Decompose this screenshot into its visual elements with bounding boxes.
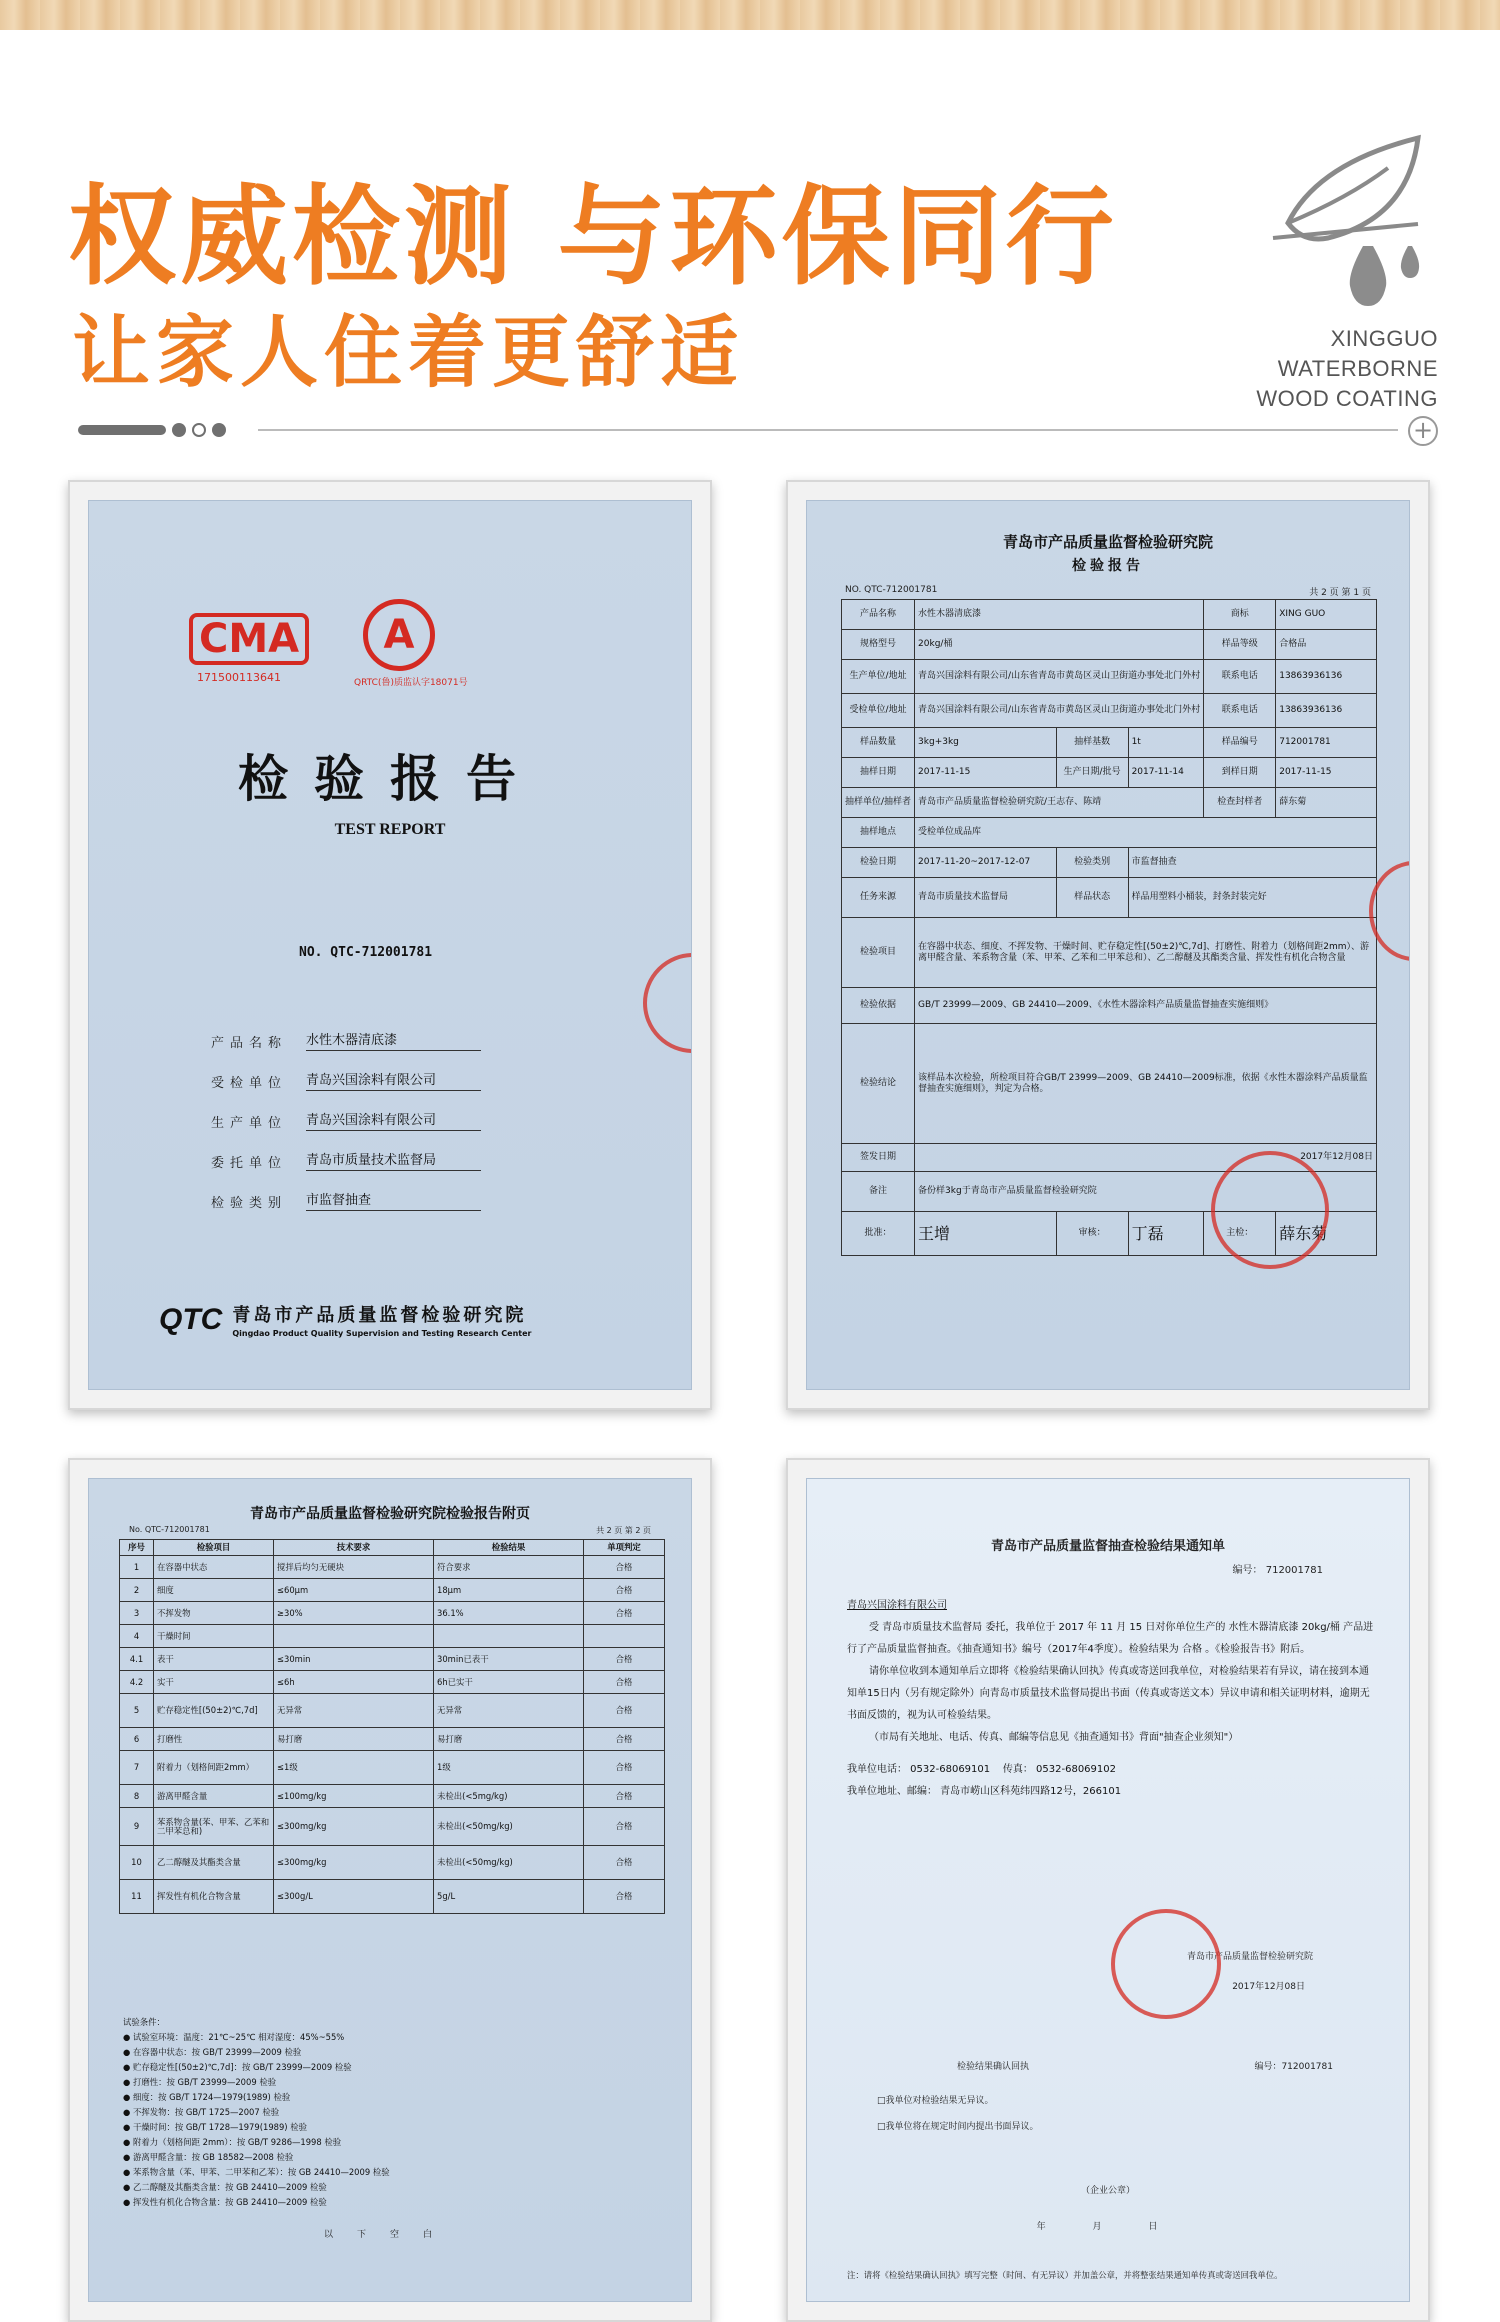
table-row: 受检单位/地址 青岛兴国涂料有限公司/山东省青岛市黄岛区灵山卫街道办事处北门外村 联系电话 13863936136: [842, 694, 1377, 728]
appendix-page: 共 2 页 第 2 页: [596, 1526, 651, 1535]
notice-paper: [806, 1478, 1410, 2302]
receipt-title: 检验结果确认回执: [957, 2062, 1030, 2072]
table-row: 10 乙二醇醚及其酯类含量 ≤300mg/kg 未检出(<50mg/kg) 合格: [120, 1846, 665, 1880]
plus-icon[interactable]: +: [1408, 416, 1438, 446]
report-paper: [806, 500, 1410, 1390]
table-row: 11 挥发性有机化合物含量 ≤300g/L 5g/L 合格: [120, 1880, 665, 1914]
notice-phone: 我单位电话： 0532-68069101: [847, 1764, 991, 1775]
leaf-water-drop-icon: [1268, 128, 1438, 308]
notice-fax: 传真： 0532-68069102: [1002, 1764, 1116, 1775]
report-title: 检验报告: [238, 749, 542, 808]
cal-logo: A QRTC(鲁)质监认字18071号: [354, 599, 444, 688]
cover-field: 受检单位 青岛兴国涂料有限公司: [211, 1051, 481, 1091]
receipt-option-object[interactable]: □我单位将在规定时间内提出书面异议。: [877, 2122, 1039, 2132]
report-institute: 青岛市产品质量监督检验研究院: [1002, 533, 1213, 551]
red-seal-stamp: [1111, 1909, 1221, 2019]
notice-signer: 青岛市产品质量监督检验研究院: [1186, 1952, 1313, 1962]
report-heading: 检验报告: [1072, 558, 1144, 574]
divider-dot: [172, 423, 186, 437]
red-seal-stamp: [1211, 1151, 1329, 1269]
red-seal-stamp: [643, 953, 692, 1053]
appendix-paper: [88, 1478, 692, 2302]
wood-texture-strip: [0, 0, 1500, 30]
table-row: 8 游离甲醛含量 ≤100mg/kg 未检出(<5mg/kg) 合格: [120, 1785, 665, 1808]
end-of-page-mark: 以下空白: [323, 2230, 456, 2240]
table-row: 检验结论 该样品本次检验，所检项目符合GB/T 23999—2009、GB 24410—2009标准，依据《水性木器涂料产品质量监督抽查实施细则》，判定为合格。: [842, 1024, 1377, 1144]
section-divider: [78, 416, 1438, 446]
table-row: 6 打磨性 易打磨 易打磨 合格: [120, 1728, 665, 1751]
notice-footnote: 注：请将《检验结果确认回执》填写完整（时间、有无异议）并加盖公章，并将整张结果通知单传真或寄送回我单位。: [847, 2270, 1283, 2280]
notice-title: 青岛市产品质量监督抽查检验结果通知单: [990, 1539, 1225, 1554]
report-title-en: TEST REPORT: [334, 821, 446, 838]
table-row: 样品数量 3kg+3kg 抽样基数 1t 样品编号 712001781: [842, 728, 1377, 758]
company-seal-label: （企业公章）: [1080, 2186, 1135, 2196]
divider-dot: [212, 423, 226, 437]
table-row: 4.2 实干 ≤6h 6h已实干 合格: [120, 1671, 665, 1694]
notice-sign-date: 2017年12月08日: [1232, 1982, 1305, 1992]
table-row: 任务来源 青岛市质量技术监督局 样品状态 样品用塑料小桶装，封条封装完好: [842, 878, 1377, 918]
table-row: 生产单位/地址 青岛兴国涂料有限公司/山东省青岛市黄岛区灵山卫街道办事处北门外村 联系电话 13863936136: [842, 660, 1377, 694]
inspection-report-card: [786, 480, 1430, 1410]
notice-paragraph: 受 青岛市质量技术监督局 委托，我单位于 2017 年 11 月 15 日对你单位生产的 水性木器清底漆 20kg/桶 产品进行了产品质量监督抽查。《抽查通知书》编号（2017年4季度）。检验结果为 合格 。《检验报告书》附后。: [847, 1622, 1374, 1655]
report-no: NO. QTC-712001781: [845, 585, 938, 595]
appendix-title: 青岛市产品质量监督检验研究院检验报告附页: [250, 1506, 530, 1522]
appendix-table: [119, 1539, 665, 1914]
table-row: 检验日期 2017-11-20~2017-12-07 检验类别 市监督抽查: [842, 848, 1377, 878]
divider-line: [258, 429, 1398, 431]
table-row: 2 细度 ≤60μm 18μm 合格: [120, 1579, 665, 1602]
brand-line-2: WOOD COATING: [1256, 386, 1438, 411]
table-row: 签发日期 2017年12月08日: [842, 1144, 1377, 1172]
report-page: 共 2 页 第 1 页: [1309, 588, 1371, 598]
page-subheadline: 让家人住着更舒适: [72, 308, 745, 398]
result-notice-card: [786, 1458, 1430, 2322]
table-row: 1 在容器中状态 搅拌后均匀无硬块 符合要求 合格: [120, 1556, 665, 1579]
table-row: 7 附着力（划格间距2mm） ≤1级 1级 合格: [120, 1751, 665, 1785]
notice-body: [847, 1595, 1377, 1803]
table-row: 抽样单位/抽样者 青岛市产品质量监督检验研究院/王志存、陈靖 检查封样者 薛东菊: [842, 788, 1377, 818]
receipt-number: 编号：712001781: [1254, 2062, 1333, 2072]
cover-field: 检验类别 市监督抽查: [211, 1171, 481, 1211]
table-header-row: 序号 检验项目 技术要求 检验结果 单项判定: [120, 1540, 665, 1556]
table-row: 抽样地点 受检单位成品库: [842, 818, 1377, 848]
table-row: 9 苯系物含量(苯、甲苯、乙苯和二甲苯总和) ≤300mg/kg 未检出(<50mg/kg) 合格: [120, 1808, 665, 1846]
certificate-cover-card: [68, 480, 712, 1410]
cover-paper: [88, 500, 692, 1390]
table-row: 4 干燥时间: [120, 1625, 665, 1648]
cal-number: QRTC(鲁)质监认字18071号: [354, 678, 468, 688]
cma-logo: CMA 171500113641: [189, 613, 289, 684]
table-row: 产品名称 水性木器清底漆 商标 XING GUO: [842, 600, 1377, 630]
table-row: 批准： 王增 审核： 丁磊 主检： 薛东菊: [842, 1212, 1377, 1256]
institute-name: 青岛市产品质量监督检验研究院: [232, 1305, 527, 1326]
notice-address: 我单位地址、邮编： 青岛市崂山区科苑纬四路12号，266101: [847, 1786, 1122, 1797]
report-appendix-card: [68, 1458, 712, 2322]
table-row: 检验项目 在容器中状态、细度、不挥发物、干燥时间、贮存稳定性[(50±2)℃,7d]、打磨性、附着力（划格间距2mm）、游离甲醛含量、苯系物含量（苯、甲苯、乙苯和二甲苯总和）、乙二醇醚及其酯类含量、挥发性有机化合物含量: [842, 918, 1377, 988]
receipt-date: 年 月 日: [1036, 2222, 1180, 2232]
table-row: 备注 备份样3kg于青岛市产品质量监督检验研究院: [842, 1172, 1377, 1212]
cover-field: 生产单位 青岛兴国涂料有限公司: [211, 1091, 481, 1131]
test-conditions-notes: 试验条件： ● 试验室环境：温度：21℃~25℃ 相对湿度：45%~55% ● 在容器中状态：按 GB/T 23999—2009 检验 ● 贮存稳定性[(50±2)℃,7d]：按 GB/T 23999—2009 检验 ● 打磨性：按 GB/T 23999—2009 检验 ● 细度：按 GB/T 1724—1979(1989) 检验 ● 不挥发物：按 GB/T 1725—2007 检验 ● 干燥时间：按 GB/T 1728—1979(1989) 检验 ● 附着力（划格间距 2mm）：按 GB/T 9286—1998 检验 ● 游离甲醛含量：按 GB 18582—2008 检验 ● 苯系物含量（苯、甲苯、二甲苯和乙苯）：按 GB 24410—2009 检验 ● 乙二醇醚及其酯类含量：按 GB 24410—2009 检验 ● 挥发性有机化合物含量：按 GB 24410—2009 检验: [123, 2017, 390, 2207]
table-row: 5 贮存稳定性[(50±2)℃,7d] 无异常 无异常 合格: [120, 1694, 665, 1728]
appendix-no: No. QTC-712001781: [129, 1525, 210, 1534]
table-row: 检验依据 GB/T 23999—2009、GB 24410—2009、《水性木器涂料产品质量监督抽查实施细则》: [842, 988, 1377, 1024]
qtc-logo: QTC: [159, 1302, 223, 1336]
cma-number: 171500113641: [197, 671, 281, 684]
table-row: 4.1 表干 ≤30min 30min已表干 合格: [120, 1648, 665, 1671]
cover-field: 产品名称 水性木器清底漆: [211, 1011, 481, 1051]
cover-field: 委托单位 青岛市质量技术监督局: [211, 1131, 481, 1171]
institute-footer: [159, 1301, 531, 1338]
notice-code: 编号： 712001781: [1232, 1565, 1323, 1576]
notice-addressee: 青岛兴国涂料有限公司: [847, 1600, 947, 1611]
table-row: 规格型号 20kg/桶 样品等级 合格品: [842, 630, 1377, 660]
table-row: 抽样日期 2017-11-15 生产日期/批号 2017-11-14 到样日期 2017-11-15: [842, 758, 1377, 788]
receipt-option-agree[interactable]: □我单位对检验结果无异议。: [877, 2096, 994, 2106]
institute-name-en: Qingdao Product Quality Supervision and Testing Research Center: [232, 1329, 532, 1338]
divider-pill: [78, 425, 166, 435]
cover-fields: [211, 1011, 481, 1211]
table-row: 3 不挥发物 ≥30% 36.1% 合格: [120, 1602, 665, 1625]
brand-line-1: XINGGUO WATERBORNE: [1277, 326, 1438, 381]
brand-block: [1218, 128, 1438, 411]
report-number: NO. QTC-712001781: [299, 945, 433, 960]
divider-dot: [192, 423, 206, 437]
notice-paragraph: 请你单位收到本通知单后立即将《检验结果确认回执》传真或寄送回我单位，对检验结果若有异议，请在接到本通知单15日内（另有规定除外）向青岛市质量技术监督局提出书面（传真或寄送文本）异议申请和相关证明材料，逾期无书面反馈的，视为认可检验结果。: [847, 1666, 1370, 1721]
page-headline: 权威检测 与环保同行: [68, 175, 1118, 300]
notice-paragraph: （市局有关地址、电话、传真、邮编等信息见《抽查通知书》背面"抽查企业须知"）: [869, 1732, 1239, 1743]
